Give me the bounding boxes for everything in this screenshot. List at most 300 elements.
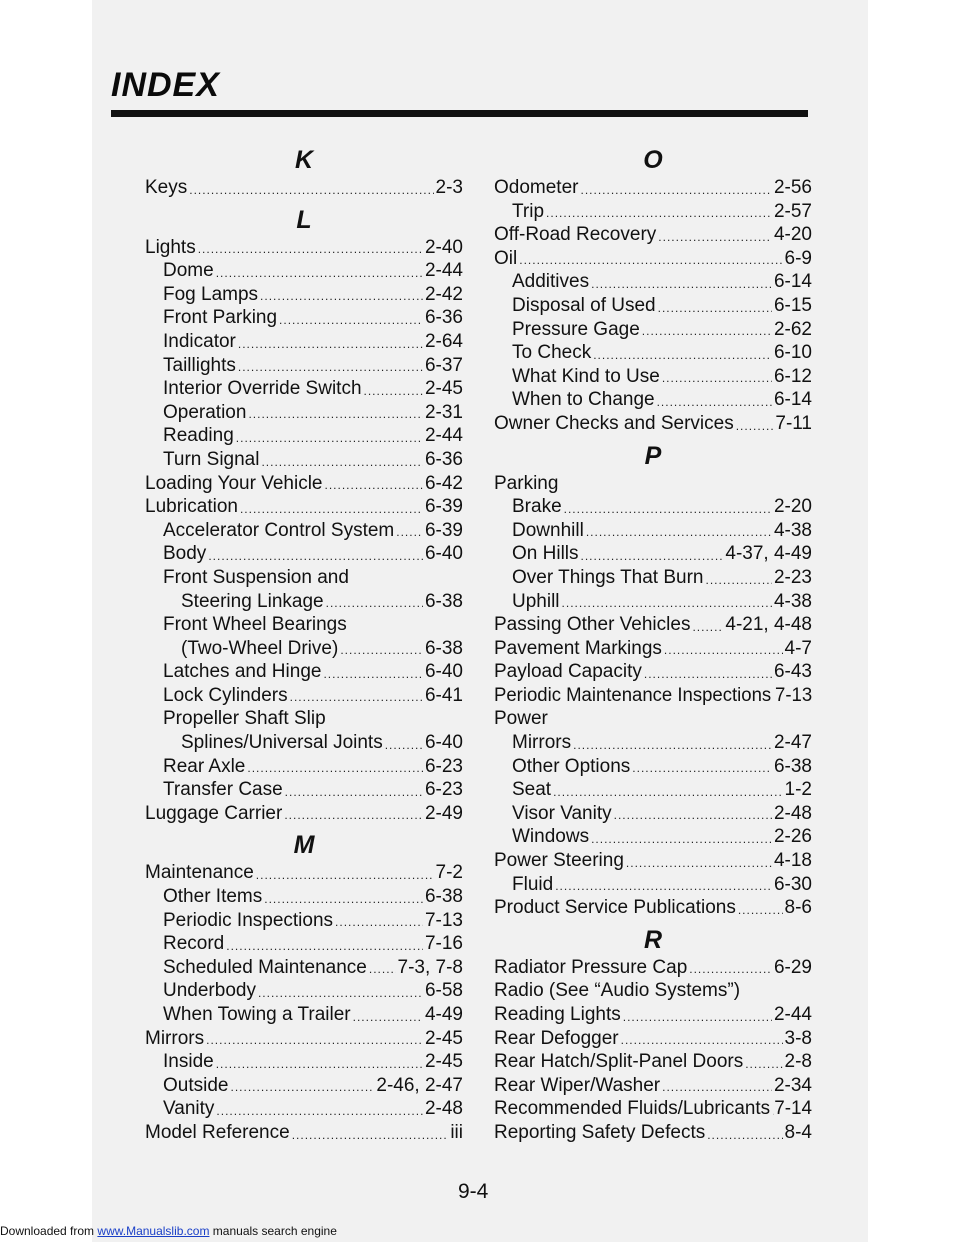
entry-term: Turn Signal	[163, 448, 260, 470]
entry-page: 6-58	[424, 980, 463, 1002]
entry-term: Latches and Hinge	[163, 661, 322, 683]
dot-leader	[189, 183, 433, 197]
entry-page: 6-40	[424, 661, 463, 683]
dot-leader	[256, 868, 434, 882]
index-entry	[145, 519, 463, 543]
index-entry	[494, 849, 812, 873]
entry-term: Passing Other Vehicles	[494, 614, 691, 636]
entry-term: Rear Defogger	[494, 1027, 619, 1049]
dot-leader	[326, 596, 423, 610]
entry-page: 2-64	[424, 330, 463, 352]
entry-term: Model Reference	[145, 1121, 290, 1143]
entry-page: iii	[450, 1121, 463, 1143]
entry-page: 6-36	[424, 448, 463, 470]
index-entry	[494, 590, 812, 614]
index-entry	[494, 270, 812, 294]
dot-leader	[240, 502, 423, 516]
entry-page: 6-30	[773, 873, 812, 895]
section-letter: M	[293, 831, 315, 860]
entry-page: 6-23	[424, 779, 463, 801]
dot-leader	[692, 620, 723, 634]
entry-term: Radiator Pressure Cap	[494, 956, 688, 978]
index-entry	[494, 472, 812, 496]
index-entry	[494, 873, 812, 897]
dot-leader	[614, 808, 772, 822]
entry-page: 7-11	[775, 412, 812, 434]
index-entry	[494, 613, 812, 637]
entry-page: 4-38	[773, 519, 812, 541]
entry-term: Splines/Universal Joints	[181, 732, 383, 754]
dot-leader	[644, 667, 772, 681]
dot-leader	[353, 1010, 423, 1024]
entry-page: 2-26	[773, 826, 812, 848]
entry-term: Inside	[163, 1051, 214, 1073]
index-entry	[494, 637, 812, 661]
entry-term: Lock Cylinders	[163, 684, 288, 706]
entry-page: 6-38	[424, 886, 463, 908]
entry-term: Over Things That Burn	[512, 566, 704, 588]
dot-leader	[738, 903, 783, 917]
entry-term: Radio (See “Audio Systems”)	[494, 980, 741, 1002]
entry-term: Propeller Shaft Slip	[163, 708, 326, 730]
dot-leader	[553, 785, 782, 799]
entry-page: 6-38	[424, 637, 463, 659]
entry-page: 6-40	[424, 732, 463, 754]
dot-leader	[208, 549, 423, 563]
entry-term: Reporting Safety Defects	[494, 1121, 706, 1143]
entry-term: Power	[494, 708, 548, 730]
dot-leader	[238, 360, 423, 374]
index-entry	[494, 294, 812, 318]
entry-page: 2-23	[773, 566, 812, 588]
index-entry	[145, 306, 463, 330]
entry-page: 2-8	[784, 1051, 812, 1073]
dot-leader	[216, 1104, 423, 1118]
entry-page: 7-3, 7-8	[397, 956, 463, 978]
entry-page: 4-7	[784, 637, 812, 659]
entry-term: What Kind to Use	[512, 365, 660, 387]
page-number: 9-4	[458, 1180, 489, 1203]
index-entry	[145, 176, 463, 200]
index-entry	[145, 956, 463, 980]
entry-page: 4-20	[773, 224, 812, 246]
entry-term: Keys	[145, 177, 188, 198]
index-entry	[494, 802, 812, 826]
entry-term: Accelerator Control System	[163, 519, 395, 541]
footer	[0, 1224, 337, 1238]
entry-page: 2-40	[424, 236, 463, 258]
dot-leader	[658, 301, 772, 315]
entry-term: Power Steering	[494, 850, 624, 872]
entry-page: 2-44	[424, 260, 463, 282]
index-entry	[145, 283, 463, 307]
index-entry	[145, 354, 463, 378]
entry-page: 4-38	[773, 590, 812, 612]
dot-leader	[285, 785, 423, 799]
dot-leader	[226, 939, 423, 953]
entry-term: Trip	[512, 200, 545, 222]
entry-term: Fog Lamps	[163, 283, 259, 305]
entry-term: Outside	[163, 1074, 229, 1096]
index-entry	[145, 684, 463, 708]
entry-term: (Two-Wheel Drive)	[181, 637, 339, 659]
entry-term: Operation	[163, 401, 247, 423]
index-entry	[145, 377, 463, 401]
dot-leader	[642, 324, 772, 338]
entry-page: 2-48	[424, 1098, 463, 1120]
dot-leader	[261, 455, 423, 469]
entry-term: Oil	[494, 247, 518, 269]
index-entry	[494, 896, 812, 920]
entry-term: Rear Wiper/Washer	[494, 1074, 661, 1096]
dot-leader	[591, 277, 772, 291]
entry-page: 2-48	[773, 802, 812, 824]
entry-term: Off-Road Recovery	[494, 224, 657, 246]
entry-term: Loading Your Vehicle	[145, 472, 323, 494]
entry-term: Body	[163, 543, 207, 565]
entry-term: Pressure Gage	[512, 318, 640, 340]
dot-leader	[564, 502, 772, 516]
entry-page: 6-41	[424, 684, 463, 706]
index-entry	[494, 979, 812, 1003]
index-entry	[145, 802, 463, 826]
dot-leader	[623, 1010, 772, 1024]
dot-leader	[335, 915, 423, 929]
entry-term: Underbody	[163, 980, 256, 1002]
dot-leader	[581, 549, 724, 563]
entry-page: 8-4	[784, 1121, 812, 1143]
entry-term: Scheduled Maintenance	[163, 956, 367, 978]
entry-term: Front Suspension and	[163, 566, 349, 588]
section-letter: P	[644, 441, 662, 470]
dot-leader	[260, 289, 423, 303]
index-entry	[145, 1050, 463, 1074]
entry-term: Steering Linkage	[181, 590, 324, 612]
index-entry	[494, 341, 812, 365]
dot-leader	[662, 371, 772, 385]
entry-page: 4-18	[773, 850, 812, 872]
index-entry	[494, 200, 812, 224]
section-letter: R	[643, 925, 663, 954]
entry-term: Rear Axle	[163, 755, 246, 777]
index-entry	[494, 1050, 812, 1074]
entry-page: 7-2	[435, 862, 463, 884]
dot-leader	[325, 478, 423, 492]
entry-page: 8-6	[784, 897, 812, 919]
entry-page: 2-45	[424, 378, 463, 400]
entry-page: 7-14	[774, 1098, 812, 1120]
index-entry	[145, 590, 463, 614]
dot-leader	[555, 879, 772, 893]
index-entry	[145, 861, 463, 885]
entry-term: Indicator	[163, 330, 236, 352]
entry-term: Lubrication	[145, 496, 238, 518]
entry-page: 6-14	[773, 271, 812, 293]
index-entry	[145, 401, 463, 425]
dot-leader	[292, 1128, 449, 1142]
dot-leader	[662, 1080, 772, 1094]
index-entry	[494, 519, 812, 543]
entry-page: 4-21, 4-48	[725, 614, 812, 636]
index-entry	[145, 1027, 463, 1051]
footer-prefix: Downloaded from	[0, 1224, 95, 1238]
index-entry	[145, 472, 463, 496]
entry-page: 6-39	[424, 519, 463, 541]
index-entry	[145, 778, 463, 802]
dot-leader	[562, 596, 772, 610]
entry-page: 6-40	[424, 543, 463, 565]
entry-page: 7-13	[424, 909, 463, 931]
dot-leader	[216, 266, 423, 280]
entry-page: 2-56	[773, 177, 812, 198]
entry-term: Vanity	[163, 1098, 215, 1120]
index-entry	[145, 613, 463, 637]
dot-leader	[396, 525, 423, 539]
index-entry	[494, 707, 812, 731]
entry-page: 6-23	[424, 755, 463, 777]
index-entry	[494, 778, 812, 802]
entry-page: 6-36	[424, 307, 463, 329]
entry-term: Periodic Maintenance Inspections	[494, 684, 772, 706]
entry-term: Mirrors	[145, 1027, 205, 1049]
dot-leader	[657, 395, 772, 409]
entry-term: Product Service Publications	[494, 897, 736, 919]
dot-leader	[736, 419, 774, 433]
dot-leader	[290, 690, 423, 704]
index-entry	[494, 1074, 812, 1098]
index-entry	[145, 637, 463, 661]
entry-page: 6-38	[424, 590, 463, 612]
dot-leader	[593, 348, 772, 362]
entry-term: Reading Lights	[494, 1004, 621, 1025]
entry-term: Mirrors	[512, 732, 572, 754]
entry-page: 6-43	[773, 661, 812, 683]
dot-leader	[706, 573, 772, 587]
entry-page: 2-45	[424, 1027, 463, 1049]
index-entry	[145, 542, 463, 566]
index-entry	[494, 247, 812, 271]
entry-page: 6-38	[773, 755, 812, 777]
section-letter: L	[296, 205, 312, 234]
entry-page: 1-2	[784, 779, 812, 801]
entry-page: 2-47	[773, 732, 812, 754]
index-entry	[494, 1097, 812, 1121]
index-entry	[145, 660, 463, 684]
dot-leader	[664, 643, 783, 657]
index-entry	[145, 495, 463, 519]
dot-leader	[546, 206, 772, 220]
index-entry	[494, 542, 812, 566]
entry-term: Transfer Case	[163, 779, 283, 801]
entry-page: 3-8	[784, 1027, 812, 1049]
entry-page: 2-31	[424, 401, 463, 423]
entry-term: Windows	[512, 826, 590, 848]
index-entry	[494, 176, 812, 200]
dot-leader	[385, 738, 423, 752]
dot-leader	[364, 384, 423, 398]
dot-leader	[745, 1057, 782, 1071]
entry-term: Parking	[494, 472, 559, 494]
index-entry	[494, 388, 812, 412]
entry-term: Downhill	[512, 519, 584, 541]
dot-leader	[230, 1080, 374, 1094]
entry-term: On Hills	[512, 543, 579, 565]
entry-page: 2-44	[773, 1004, 812, 1025]
dot-leader	[632, 761, 772, 775]
entry-page: 4-37, 4-49	[725, 543, 812, 565]
dot-leader	[707, 1128, 782, 1142]
entry-term: Lights	[145, 236, 196, 258]
index-entry	[494, 684, 812, 708]
index-entry	[145, 909, 463, 933]
index-entry	[494, 495, 812, 519]
index-entry	[145, 1074, 463, 1098]
title-rule	[111, 110, 808, 117]
entry-page: 6-42	[424, 472, 463, 494]
dot-leader	[248, 407, 423, 421]
entry-page: 2-46, 2-47	[376, 1074, 463, 1096]
index-entry	[145, 259, 463, 283]
page-title: INDEX	[111, 66, 220, 104]
dot-leader	[580, 183, 771, 197]
entry-term: Seat	[512, 779, 552, 801]
entry-term: Front Wheel Bearings	[163, 614, 347, 636]
entry-term: Maintenance	[145, 862, 254, 884]
entry-term: Other Items	[163, 886, 263, 908]
entry-term: Additives	[512, 271, 590, 293]
dot-leader	[519, 253, 782, 267]
entry-term: Pavement Markings	[494, 637, 662, 659]
entry-term: Taillights	[163, 354, 236, 376]
dot-leader	[236, 431, 423, 445]
entry-page: 2-44	[424, 425, 463, 447]
dot-leader	[198, 242, 423, 256]
entry-page: 2-42	[424, 283, 463, 305]
index-entry	[145, 566, 463, 590]
entry-page: 4-49	[424, 1004, 463, 1025]
index-entry	[494, 365, 812, 389]
entry-term: Owner Checks and Services	[494, 412, 734, 434]
entry-page: 7-16	[424, 933, 463, 955]
index-entry	[494, 1027, 812, 1051]
entry-page: 6-9	[784, 247, 812, 269]
index-entry	[494, 956, 812, 980]
index-entry	[494, 755, 812, 779]
entry-page: 2-45	[424, 1051, 463, 1073]
entry-term: Record	[163, 933, 225, 955]
entry-term: When to Change	[512, 389, 655, 411]
entry-term: Reading	[163, 425, 234, 447]
entry-term: Front Parking	[163, 307, 278, 329]
index-entry	[145, 885, 463, 909]
entry-page: 7-13	[775, 684, 813, 706]
index-entry	[145, 1097, 463, 1121]
index-entry	[494, 1121, 812, 1145]
entry-page: 6-15	[773, 294, 812, 316]
section-letter: K	[294, 146, 314, 174]
entry-term: Interior Override Switch	[163, 378, 362, 400]
entry-term: Rear Hatch/Split-Panel Doors	[494, 1051, 744, 1073]
footer-link[interactable]: www.Manualslib.com	[97, 1224, 210, 1238]
index-column-left	[145, 140, 463, 1145]
dot-leader	[573, 738, 772, 752]
index-entry	[494, 1003, 812, 1027]
entry-term: Recommended Fluids/Lubricants	[494, 1098, 771, 1120]
dot-leader	[238, 337, 423, 351]
index-entry	[494, 660, 812, 684]
entry-page: 6-10	[773, 342, 812, 364]
entry-page: 6-12	[773, 365, 812, 387]
index-entry	[145, 979, 463, 1003]
index-entry	[145, 1003, 463, 1027]
entry-term: Periodic Inspections	[163, 909, 334, 931]
dot-leader	[247, 761, 423, 775]
entry-page: 2-3	[435, 177, 463, 198]
dot-leader	[621, 1033, 783, 1047]
entry-page: 2-34	[773, 1074, 812, 1096]
section-letter: O	[643, 146, 663, 174]
entry-term: Disposal of Used	[512, 294, 656, 316]
index-entry	[145, 707, 463, 731]
dot-leader	[258, 986, 423, 1000]
dot-leader	[369, 962, 396, 976]
dot-leader	[284, 808, 423, 822]
index-entry	[145, 330, 463, 354]
entry-term: Visor Vanity	[512, 802, 612, 824]
index-entry	[145, 236, 463, 260]
entry-page: 6-29	[773, 956, 812, 978]
dot-leader	[279, 313, 423, 327]
entry-term: Luggage Carrier	[145, 802, 283, 824]
dot-leader	[591, 832, 772, 846]
index-entry	[494, 825, 812, 849]
entry-term: Odometer	[494, 177, 579, 198]
entry-term: Uphill	[512, 590, 560, 612]
index-entry	[494, 412, 812, 436]
index-column-right	[494, 140, 812, 1145]
index-entry	[145, 932, 463, 956]
index-entry	[494, 223, 812, 247]
entry-page: 2-62	[773, 318, 812, 340]
entry-term: Payload Capacity	[494, 661, 642, 683]
footer-suffix: manuals search engine	[212, 1224, 337, 1238]
dot-leader	[340, 643, 423, 657]
entry-page: 6-14	[773, 389, 812, 411]
index-entry	[494, 566, 812, 590]
index-entry	[494, 731, 812, 755]
dot-leader	[323, 667, 423, 681]
entry-term: To Check	[512, 342, 592, 364]
dot-leader	[264, 892, 423, 906]
entry-term: Fluid	[512, 873, 554, 895]
dot-leader	[216, 1057, 423, 1071]
entry-page: 6-39	[424, 496, 463, 518]
index-entry	[494, 318, 812, 342]
index-entry	[145, 755, 463, 779]
entry-term: Brake	[512, 496, 562, 518]
entry-page: 6-37	[424, 354, 463, 376]
entry-page: 2-49	[424, 802, 463, 824]
index-entry	[145, 1121, 463, 1145]
entry-term: Other Options	[512, 755, 631, 777]
dot-leader	[689, 962, 772, 976]
dot-leader	[206, 1033, 423, 1047]
entry-term: When Towing a Trailer	[163, 1004, 351, 1025]
index-entry	[145, 731, 463, 755]
entry-page: 2-57	[773, 200, 812, 222]
index-entry	[145, 448, 463, 472]
dot-leader	[626, 856, 772, 870]
